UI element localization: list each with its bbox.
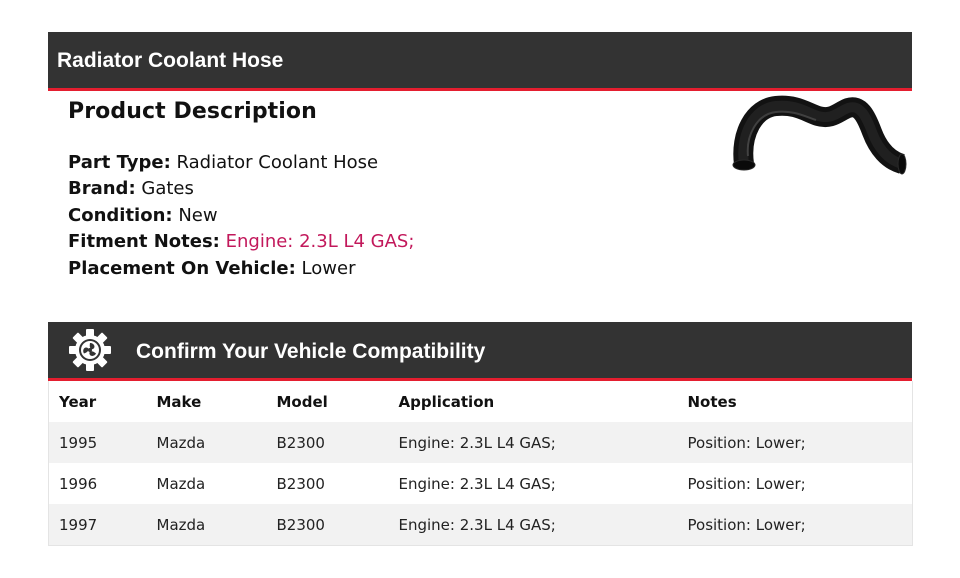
- description-key: Part Type:: [68, 152, 171, 173]
- cell-notes: Position: Lower;: [687, 515, 806, 534]
- table-row: [49, 463, 913, 504]
- product-title-bar: [48, 32, 912, 91]
- description-key: Placement On Vehicle:: [68, 257, 296, 279]
- cell-model: B2300: [276, 474, 325, 493]
- description-list: [68, 150, 708, 282]
- compatibility-table: [48, 381, 913, 546]
- cell-year: 1996: [59, 474, 98, 493]
- column-header-year: Year: [49, 381, 147, 422]
- cell-make: Mazda: [156, 433, 206, 452]
- description-row-part-type: [68, 150, 708, 176]
- cell-model: B2300: [276, 433, 325, 452]
- description-value: Radiator Coolant Hose: [176, 152, 379, 173]
- compatibility-title: Confirm Your Vehicle Compatibility: [136, 340, 486, 363]
- description-heading: Product Description: [68, 99, 317, 124]
- cell-application: Engine: 2.3L L4 GAS;: [398, 515, 556, 534]
- column-header-notes: Notes: [678, 381, 913, 422]
- table-header-row: [49, 381, 913, 422]
- description-row-placement: [68, 256, 708, 282]
- fitment-notes-link[interactable]: Engine: 2.3L L4 GAS;: [225, 231, 415, 253]
- cell-notes: Position: Lower;: [687, 433, 806, 452]
- cell-application: Engine: 2.3L L4 GAS;: [398, 433, 556, 452]
- description-value: New: [178, 204, 218, 226]
- radiator-hose-image: [726, 94, 910, 182]
- description-value: Gates: [141, 178, 194, 200]
- description-row-condition: [68, 203, 708, 229]
- description-row-fitment-notes: [68, 229, 708, 255]
- cell-make: Mazda: [156, 515, 206, 534]
- column-header-model: Model: [267, 381, 389, 422]
- cell-make: Mazda: [156, 474, 206, 493]
- column-header-application: Application: [389, 381, 678, 422]
- cell-year: 1997: [59, 515, 98, 534]
- product-title: Radiator Coolant Hose: [57, 49, 284, 72]
- description-key: Fitment Notes:: [68, 231, 220, 253]
- cell-year: 1995: [59, 433, 98, 452]
- product-description: [68, 96, 708, 282]
- description-key: Brand:: [68, 178, 136, 200]
- cell-application: Engine: 2.3L L4 GAS;: [398, 474, 556, 493]
- description-value: Lower: [301, 257, 356, 279]
- gear-icon: [68, 328, 112, 372]
- compatibility-title-bar: [48, 322, 912, 381]
- description-row-brand: [68, 176, 708, 202]
- column-header-make: Make: [147, 381, 267, 422]
- table-row: [49, 422, 913, 463]
- table-row: [49, 504, 913, 546]
- description-key: Condition:: [68, 204, 173, 226]
- cell-model: B2300: [276, 515, 325, 534]
- cell-notes: Position: Lower;: [687, 474, 806, 493]
